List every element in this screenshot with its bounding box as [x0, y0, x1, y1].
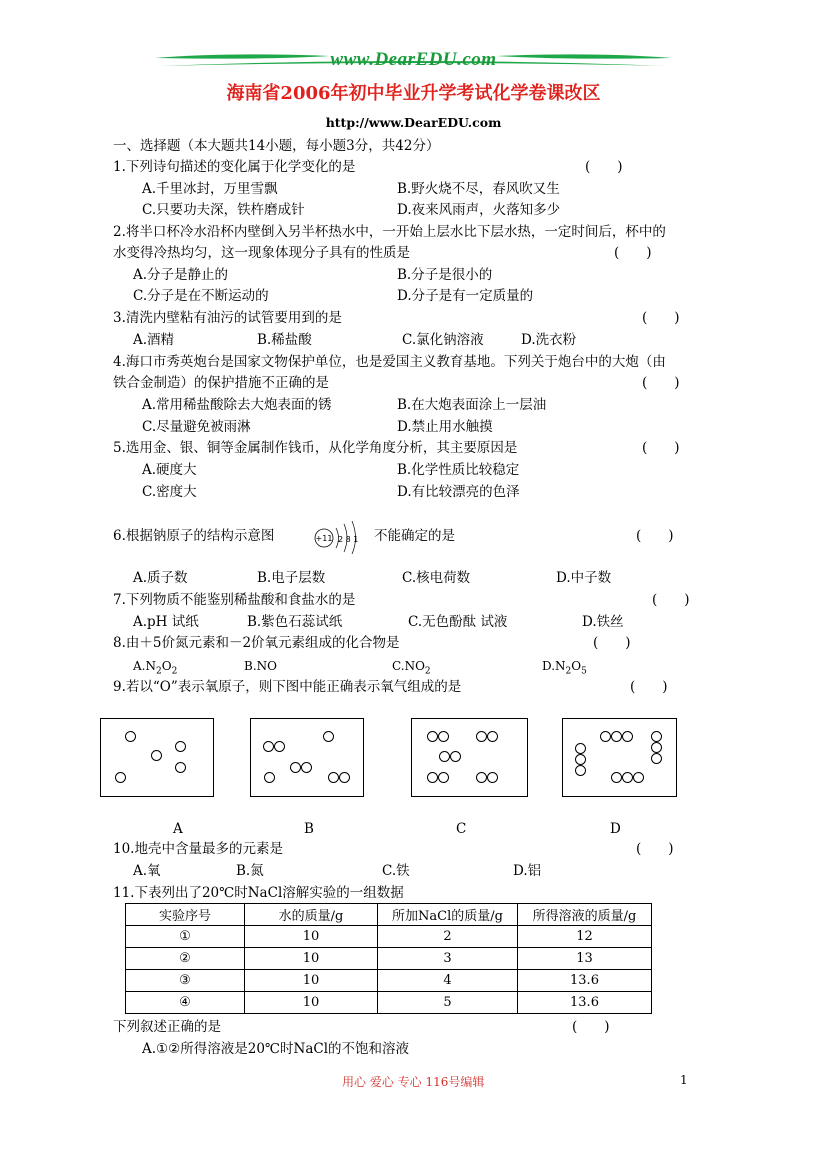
q4-option-c: C.尽量避免被雨淋: [142, 419, 251, 435]
oxygen-atom: [115, 772, 126, 783]
q5-stem: 5.选用金、银、铜等金属制作钱币，从化学角度分析，其主要原因是: [113, 440, 518, 456]
q6-answer-paren: ( ): [636, 528, 674, 544]
table-header-cell: 所加NaCl的质量/g: [378, 904, 518, 926]
q6-option-a: A.质子数: [133, 570, 188, 586]
oxygen-atom: [438, 772, 449, 783]
q6-option-b: B.电子层数: [257, 570, 326, 586]
q7-option-b: B.紫色石蕊试纸: [247, 614, 343, 630]
oxygen-atom: [575, 754, 586, 765]
q7-option-c: C.无色酚酞 试液: [408, 614, 508, 630]
oxygen-atom: [290, 762, 301, 773]
q9-label-b: B: [304, 821, 314, 837]
q8-option-a: $A.N_2O_2$: [133, 659, 178, 677]
q7-stem: 7.下列物质不能鉴别稀盐酸和食盐水的是: [113, 592, 356, 608]
q7-option-d: D.铁丝: [582, 614, 624, 630]
site-name: www.DearEDU.com: [330, 49, 497, 70]
q2-option-b: B.分子是很小的: [397, 267, 493, 283]
q9-answer-paren: ( ): [630, 679, 668, 695]
q9-box-a: [100, 718, 214, 797]
q10-stem: 10.地壳中含量最多的元素是: [113, 841, 283, 857]
oxygen-atom: [651, 742, 662, 753]
q4-option-b: B.在大炮表面涂上一层油: [397, 397, 547, 413]
table-row: [126, 970, 652, 992]
table-cell: 13: [518, 948, 652, 970]
q4-stem-line1: 4.海口市秀英炮台是国家文物保护单位，也是爱国主义教育基地。下列关于炮台中的大炮（由: [113, 354, 666, 370]
sodium-atom-diagram: [313, 518, 369, 554]
table-cell: ④: [126, 992, 245, 1014]
site-url[interactable]: http://www.DearEDU.com: [325, 115, 502, 130]
q8-option-b: B.NO: [244, 659, 277, 673]
oxygen-atom: [487, 772, 498, 783]
q1-option-b: B.野火烧不尽，春风吹又生: [397, 181, 560, 197]
oxygen-atom: [600, 731, 611, 742]
oxygen-atom: [175, 762, 186, 773]
table-header-cell: 水的质量/g: [245, 904, 378, 926]
q3-option-d: D.洗衣粉: [521, 332, 577, 348]
oxygen-atom: [651, 731, 662, 742]
q5-option-b: B.化学性质比较稳定: [397, 462, 520, 478]
q3-option-a: A.酒精: [133, 332, 175, 348]
q9-stem: 9.若以“O”表示氧原子，则下图中能正确表示氧气组成的是: [113, 679, 462, 695]
q3-option-b: B.稀盐酸: [257, 332, 312, 348]
oxygen-atom: [125, 731, 136, 742]
q6-option-c: C.核电荷数: [402, 570, 471, 586]
table-cell: 3: [378, 948, 518, 970]
oxygen-atom: [323, 731, 334, 742]
q9-box-b: [250, 718, 364, 797]
oxygen-atom: [151, 750, 162, 761]
oxygen-atom: [450, 751, 461, 762]
q1-stem: 1.下列诗句描述的变化属于化学变化的是: [113, 159, 356, 175]
oxygen-atom: [427, 731, 438, 742]
table-cell: ②: [126, 948, 245, 970]
oxygen-atom: [339, 772, 350, 783]
table-cell: 10: [245, 948, 378, 970]
q4-option-a: A.常用稀盐酸除去大炮表面的锈: [142, 397, 332, 413]
oxygen-atom: [633, 772, 644, 783]
footer-text: 用心 爱心 专心 116号编辑: [342, 1075, 485, 1089]
oxygen-atom: [263, 741, 274, 752]
q11-answer-paren: ( ): [572, 1019, 610, 1035]
q9-box-c: [411, 718, 528, 797]
q2-option-a: A.分子是静止的: [133, 267, 229, 283]
electron-counts: 2 8 1: [338, 535, 359, 544]
q4-option-d: D.禁止用水触摸: [397, 419, 493, 435]
q4-answer-paren: ( ): [642, 375, 680, 391]
oxygen-atom: [301, 762, 312, 773]
oxygen-atom: [438, 731, 449, 742]
q3-option-c: C.氯化钠溶液: [402, 332, 484, 348]
q10-option-b: B.氮: [236, 863, 264, 879]
q2-option-d: D.分子是有一定质量的: [397, 288, 534, 304]
q11-follow-up: 下列叙述正确的是: [113, 1019, 221, 1035]
q2-stem-line2: 水变得冷热均匀，这一现象体现分子具有的性质是: [113, 245, 410, 261]
q9-box-d: [562, 718, 677, 797]
oxygen-atom: [439, 751, 450, 762]
table-cell: 13.6: [518, 992, 652, 1014]
nacl-data-table: [125, 903, 652, 1014]
table-cell: 4: [378, 970, 518, 992]
q8-stem: 8.由＋5价氮元素和－2价氧元素组成的化合物是: [113, 635, 400, 651]
q2-option-c: C.分子是在不断运动的: [133, 288, 269, 304]
section-heading: 一、选择题（本大题共14小题，每小题3分，共42分）: [113, 138, 440, 154]
q1-option-a: A.千里冰封，万里雪飘: [142, 181, 278, 197]
q8-option-d: $D.N_2O_5$: [542, 659, 587, 677]
table-cell: 10: [245, 926, 378, 948]
q6-stem-post: 不能确定的是: [374, 528, 455, 544]
table-cell: 2: [378, 926, 518, 948]
q5-option-a: A.硬度大: [142, 462, 197, 478]
q3-stem: 3.清洗内壁粘有油污的试管要用到的是: [113, 310, 342, 326]
table-header-row: [126, 904, 652, 926]
nucleus-charge: +11: [315, 534, 333, 543]
oxygen-atom: [427, 772, 438, 783]
q10-option-d: D.铝: [513, 863, 542, 879]
page-title: 海南省2006年初中毕业升学考试化学卷课改区: [226, 83, 601, 104]
table-cell: ①: [126, 926, 245, 948]
q9-label-c: C: [456, 821, 467, 837]
q1-option-d: D.夜来风雨声，火落知多少: [397, 202, 561, 218]
q7-answer-paren: ( ): [652, 592, 690, 608]
oxygen-atom: [611, 731, 622, 742]
q1-answer-paren: ( ): [585, 159, 623, 175]
table-cell: ③: [126, 970, 245, 992]
oxygen-atom: [622, 731, 633, 742]
table-cell: 12: [518, 926, 652, 948]
oxygen-atom: [611, 772, 622, 783]
page-number: 1: [680, 1073, 688, 1087]
oxygen-atom: [575, 765, 586, 776]
table-header-cell: 所得溶液的质量/g: [518, 904, 652, 926]
table-row: [126, 992, 652, 1014]
table-cell: 10: [245, 970, 378, 992]
q8-option-c: $C.NO_2$: [392, 659, 431, 677]
table-cell: 5: [378, 992, 518, 1014]
q9-label-a: A: [173, 821, 183, 837]
q10-answer-paren: ( ): [636, 841, 674, 857]
table-cell: 10: [245, 992, 378, 1014]
oxygen-atom: [622, 772, 633, 783]
q9-label-d: D: [610, 821, 621, 837]
oxygen-atom: [274, 741, 285, 752]
q10-option-a: A.氧: [133, 863, 161, 879]
q6-option-d: D.中子数: [556, 570, 612, 586]
q2-answer-paren: ( ): [614, 245, 652, 261]
oxygen-atom: [328, 772, 339, 783]
q2-stem-line1: 2.将半口杯冷水沿杯内壁倒入另半杯热水中，一开始上层水比下层水热，一定时间后，杯中的: [113, 224, 666, 240]
q5-option-d: D.有比较漂亮的色泽: [397, 484, 520, 500]
table-row: [126, 948, 652, 970]
q5-answer-paren: ( ): [642, 440, 680, 456]
q7-option-a: A.pH 试纸: [133, 614, 199, 630]
q3-answer-paren: ( ): [642, 310, 680, 326]
oxygen-atom: [651, 753, 662, 764]
table-cell: 13.6: [518, 970, 652, 992]
q11-option-a: A.①②所得溶液是20℃时NaCl的不饱和溶液: [142, 1041, 410, 1057]
oxygen-atom: [264, 772, 275, 783]
oxygen-atom: [476, 731, 487, 742]
table-header-cell: 实验序号: [126, 904, 245, 926]
q4-stem-line2: 铁合金制造）的保护措施不正确的是: [113, 375, 329, 391]
oxygen-atom: [476, 772, 487, 783]
q6-stem-pre: 6.根据钠原子的结构示意图: [113, 528, 275, 544]
oxygen-atom: [487, 731, 498, 742]
oxygen-atom: [575, 743, 586, 754]
table-row: [126, 926, 652, 948]
q10-option-c: C.铁: [382, 863, 410, 879]
q11-stem: 11.下表列出了20℃时NaCl溶解实验的一组数据: [113, 885, 404, 901]
oxygen-atom: [175, 741, 186, 752]
q8-answer-paren: ( ): [593, 635, 631, 651]
q5-option-c: C.密度大: [142, 484, 197, 500]
q1-option-c: C.只要功夫深，铁杵磨成针: [142, 202, 305, 218]
